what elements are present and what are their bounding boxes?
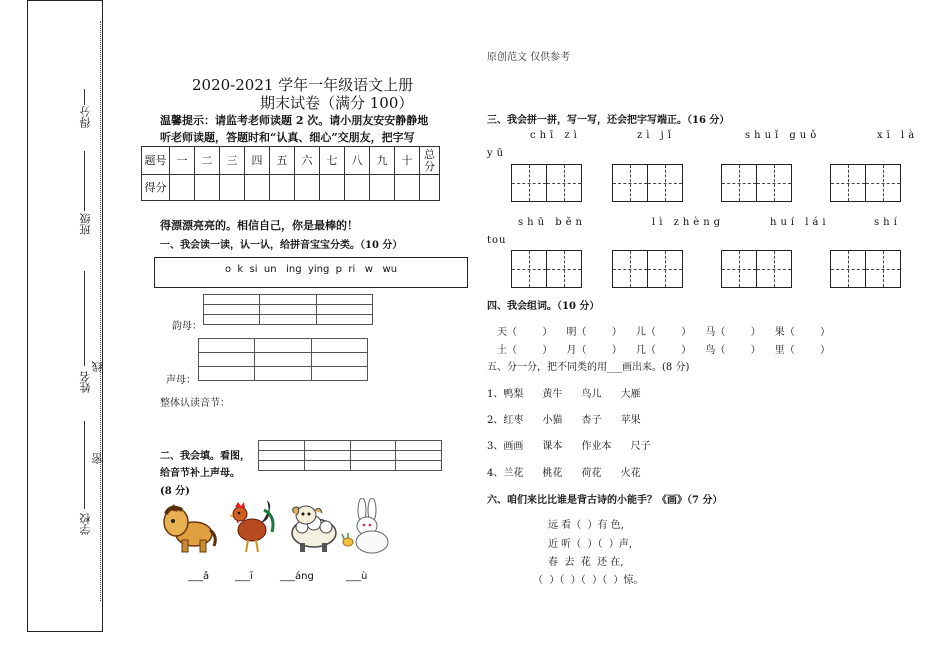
q4-item[interactable]: 土（ ） [497,345,553,356]
q5-item-3[interactable]: 3、画画 课本 作业本 尺子 [487,441,651,452]
header-9: 九 [370,147,395,175]
header-tihao: 题号 [142,147,170,175]
q3-title: 三、我会拼一拼，写一写，还会把字写端正。（16 分） [487,115,730,126]
q4-item[interactable]: 月（ ） [566,345,622,356]
q2-blank-sheep[interactable]: ___áng [280,571,314,582]
q3-pinyin-6: lì zhèng [652,217,725,228]
binding-margin [27,0,103,632]
score-cell[interactable] [395,175,420,201]
score-blank-line [84,89,85,105]
q4-item[interactable]: 儿（ ） [635,327,692,338]
q4-row-1 [497,323,830,338]
poem-line-2[interactable]: 近 听（ ）（ ）声, [548,539,633,550]
class-blank-line [84,151,85,211]
watermark: 原创范文 仅供参考 [487,52,571,63]
q2-blank-rooster[interactable]: ___ī [235,571,253,582]
q2-grid[interactable] [258,440,442,471]
score-cell[interactable] [245,175,270,201]
score-cell[interactable] [170,175,195,201]
poem-line-4[interactable]: （ ）（ ）（ ）（ ）惊。 [533,575,644,586]
q1-yunmu-label: 韵母： [172,321,202,332]
header-10: 十 [395,147,420,175]
title-line-2: 期末试卷（满分 100） [260,94,414,112]
score-cell[interactable] [420,175,440,201]
sheep-icon [284,501,342,555]
q1-shengmu-label: 声母： [166,375,196,386]
seal-dotted-line [100,21,101,601]
poem-line-3: 春 去 花 还 在, [548,557,624,568]
q3-pinyin-5: shū běn [518,217,586,228]
q3-pinyin-8: shí [874,217,901,228]
q3-pinyin-1: chī zì [530,130,581,141]
binding-seal-char: 密 [91,453,104,464]
name-blank-line [84,271,85,366]
poem-line-1[interactable]: 远 看（ ）有 色, [548,520,624,531]
q1-title: 一、我会读一读，认一认，给拼音宝宝分类。（10 分） [160,240,403,251]
score-table [141,146,440,201]
q4-item[interactable]: 鸟（ ） [705,345,761,356]
q4-title: 四、我会组词。（10 分） [487,301,600,312]
binding-score-label: 得分 [79,106,92,128]
q3-box-6[interactable] [613,250,683,288]
score-cell[interactable] [370,175,395,201]
school-blank-line [84,421,85,509]
header-6: 六 [295,147,320,175]
q3-box-2[interactable] [613,164,683,202]
q1-yunmu-grid[interactable] [203,294,373,325]
q4-item[interactable]: 明（ ） [566,327,622,338]
rabbit-icon [340,498,398,556]
q3-pinyin-8b: tou [487,235,507,246]
q2-title-2: 给音节补上声母。 [160,468,240,479]
binding-name-label: 姓名 [79,371,92,393]
q3-box-4[interactable] [831,164,901,202]
q5-item-1[interactable]: 1、鸭梨 黄牛 鸟儿 大雁 [487,389,641,400]
header-2: 二 [195,147,220,175]
q1-shengmu-grid[interactable] [198,338,368,381]
binding-class-label: 班级 [79,213,92,235]
q4-item[interactable]: 天（ ） [497,327,553,338]
score-cell[interactable] [320,175,345,201]
q4-row-2 [497,341,830,356]
q5-title: 五、分一分，把不同类的用___画出来。(8 分) [487,362,690,373]
q4-item[interactable]: 里（ ） [774,345,831,356]
header-4: 四 [245,147,270,175]
q5-item-4[interactable]: 4、兰花 桃花 荷花 火花 [487,468,641,479]
q4-item[interactable]: 马（ ） [705,327,761,338]
q3-pinyin-4b: yū [487,148,508,159]
q3-box-8[interactable] [831,250,901,288]
score-cell[interactable] [295,175,320,201]
q2-blank-horse[interactable]: ___ǎ [188,571,210,582]
q3-box-1[interactable] [512,164,582,202]
q3-box-7[interactable] [722,250,792,288]
tip-line-1: 温馨提示：请监考老师读题 2 次。请小朋友安安静静地 [160,114,429,127]
q2-title-3: (8 分) [160,486,190,497]
score-cell[interactable] [270,175,295,201]
header-total: 总分 [420,147,440,175]
header-8: 八 [345,147,370,175]
rooster-icon [228,498,276,556]
q2-blank-rabbit[interactable]: ___ù [346,571,368,582]
header-1: 一 [170,147,195,175]
score-row-label: 得分 [142,175,170,201]
q3-pinyin-4: xī là [877,130,919,141]
header-3: 三 [220,147,245,175]
binding-school-label: 学校 [79,513,92,535]
cheer-text: 得漂漂亮亮的。相信自己，你是最棒的！ [160,219,358,232]
score-cell[interactable] [195,175,220,201]
score-cell[interactable] [345,175,370,201]
title-line-1: 2020-2021 学年一年级语文上册 [192,76,414,94]
header-7: 七 [320,147,345,175]
q3-pinyin-2: zì jǐ [637,130,675,141]
binding-line-char: 线 [91,361,104,372]
q1-pinyin-box: o k si un ing ying p ri w wu [154,257,468,288]
q3-pinyin-3: shuǐ guǒ [745,130,821,141]
q4-item[interactable]: 几（ ） [635,345,692,356]
q6-title: 六、咱们来比比谁是背古诗的小能手？《画》（7 分） [487,495,723,506]
q5-item-2[interactable]: 2、红枣 小猫 杏子 苹果 [487,415,641,426]
score-cell[interactable] [220,175,245,201]
q4-item[interactable]: 果（ ） [774,327,831,338]
q3-box-5[interactable] [512,250,582,288]
q2-title-1: 二、我会填。看图， [160,451,250,462]
header-5: 五 [270,147,295,175]
tip-line-2: 听老师读题，答题时和“认真、细心”交朋友，把字写 [160,131,415,144]
q3-box-3[interactable] [722,164,792,202]
q3-pinyin-7: huí lái [770,217,830,228]
horse-icon [160,500,218,555]
q1-zhengti-label: 整体认读音节： [160,398,230,409]
